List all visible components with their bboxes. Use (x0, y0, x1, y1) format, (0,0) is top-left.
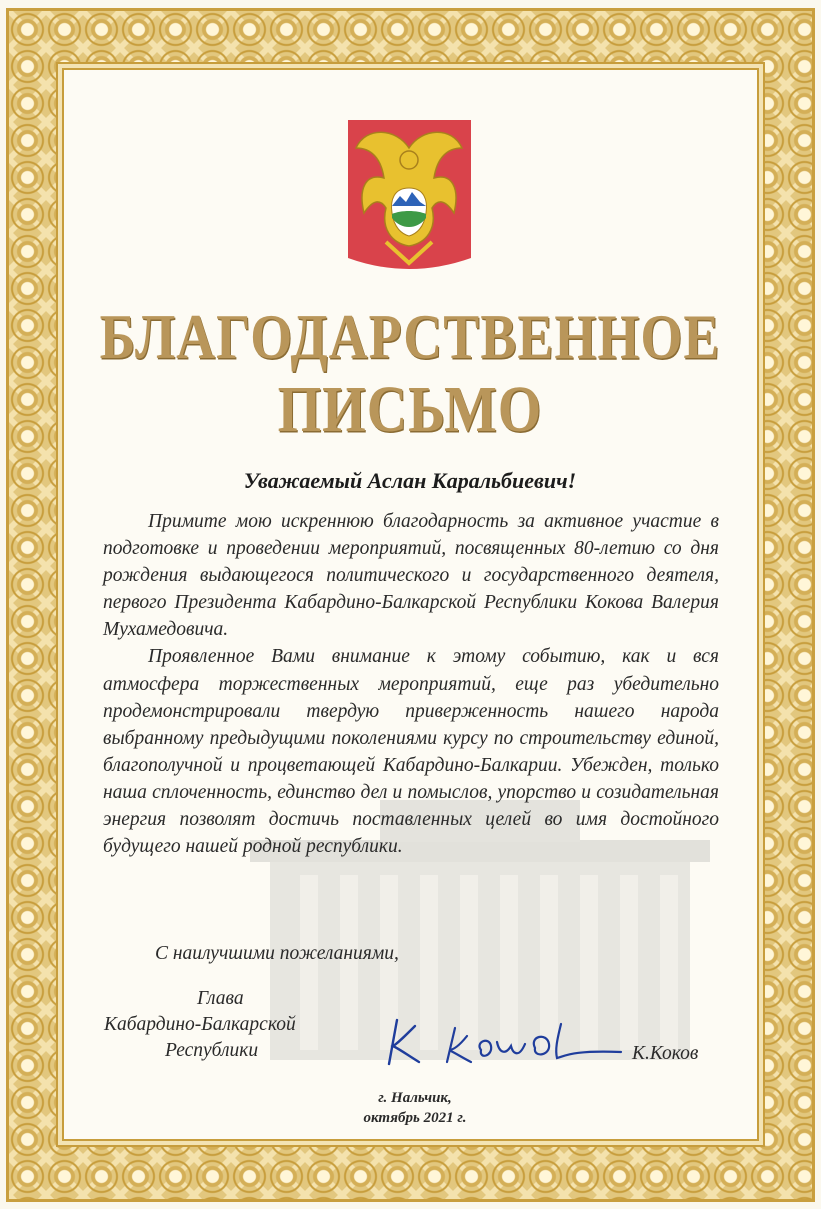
letter-title-line2: ПИСЬМО (277, 373, 543, 447)
letter-title-line1: БЛАГОДАРСТВЕННОЕ (99, 301, 721, 373)
kbr-coat-of-arms-icon (346, 118, 473, 278)
signatory-title-line2: Кабардино-Балкарской (104, 1014, 296, 1035)
letter-date: октябрь 2021 г. (363, 1110, 467, 1126)
handwritten-signature (385, 1006, 625, 1070)
closing-line: С наилучшими пожеланиями, (155, 943, 399, 964)
body-paragraph: Примите мою искреннюю благодарность за активное участие в подготовке и проведении мероприятий, посвященных 80-летию со дня рождения выдающегося политического и государственного деятеля, первого Президента Кабардино-Балкарской Республики Кокова Валерия Мухамедовича. (103, 511, 719, 641)
letter-body (103, 508, 719, 860)
signer-name: К.Коков (632, 1043, 699, 1064)
body-paragraph: Проявленное Вами внимание к этому событию, как и вся атмосфера торжественных мероприятий, еще раз убедительно продемонстрировали твердую приверженность нашего народа выбранному предыдущими поколениями курсу по строительству единой, благополучной и процветающей Кабардино-Балкарии. Убежден, только наша сплоченность, единство дел и помыслов, упорство и созидательная энергия позволят достичь поставленных целей во имя достойного будущего нашей родной республики. (103, 646, 719, 858)
salutation: Уважаемый Аслан Каральбиевич! (243, 468, 577, 493)
letter-place: г. Нальчик, (378, 1090, 452, 1106)
signatory-title-line1: Глава (197, 988, 244, 1009)
signatory-title-line3: Республики (165, 1040, 259, 1061)
